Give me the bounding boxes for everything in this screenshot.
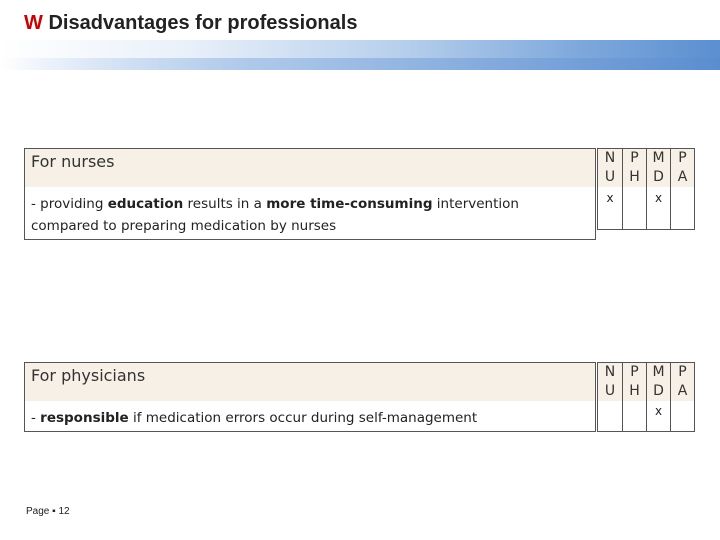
grid-header-ph: P H bbox=[622, 363, 646, 401]
nurses-box bbox=[24, 148, 596, 240]
physicians-text bbox=[25, 401, 595, 429]
nurses-grid bbox=[597, 148, 695, 230]
physicians-grid-marks bbox=[598, 401, 694, 431]
grid-header-md: M D bbox=[646, 149, 670, 187]
grid-mark bbox=[670, 401, 694, 431]
title-prefix: W bbox=[24, 12, 43, 34]
slide-title bbox=[24, 12, 357, 35]
grid-header-nu: N U bbox=[598, 149, 622, 187]
nurses-text bbox=[25, 187, 595, 237]
banner-accent bbox=[0, 58, 720, 70]
grid-mark: x bbox=[606, 191, 614, 205]
physicians-box bbox=[24, 362, 596, 432]
nurses-text-part: - providing bbox=[31, 196, 108, 212]
physicians-heading: For physicians bbox=[25, 363, 595, 401]
grid-mark bbox=[622, 187, 646, 229]
grid-header-ph: P H bbox=[622, 149, 646, 187]
grid-header-nu: N U bbox=[598, 363, 622, 401]
nurses-text-emphasis: more time-consuming bbox=[266, 196, 433, 212]
nurses-grid-header bbox=[598, 149, 694, 187]
title-text: Disadvantages for professionals bbox=[48, 12, 358, 34]
page-number: Page ▪ 12 bbox=[26, 506, 70, 517]
physicians-grid bbox=[597, 362, 695, 432]
grid-mark bbox=[670, 187, 694, 229]
grid-header-md: M D bbox=[646, 363, 670, 401]
grid-mark bbox=[598, 401, 622, 431]
physicians-grid-header bbox=[598, 363, 694, 401]
nurses-text-part: results in a bbox=[183, 196, 267, 212]
nurses-text-part: intervention compared to preparing medication by nurses bbox=[31, 196, 519, 234]
nurses-grid-marks bbox=[598, 187, 694, 229]
nurses-text-emphasis: education bbox=[107, 196, 184, 212]
grid-header-pa: P A bbox=[670, 363, 694, 401]
grid-mark: x bbox=[646, 187, 670, 229]
grid-mark: x bbox=[646, 401, 670, 431]
physicians-text-part: if medication errors occur during self-management bbox=[128, 410, 478, 426]
physicians-text-part: - bbox=[31, 410, 41, 426]
grid-header-pa: P A bbox=[670, 149, 694, 187]
nurses-heading: For nurses bbox=[25, 149, 595, 187]
grid-mark bbox=[622, 401, 646, 431]
physicians-text-emphasis: responsible bbox=[40, 410, 129, 426]
